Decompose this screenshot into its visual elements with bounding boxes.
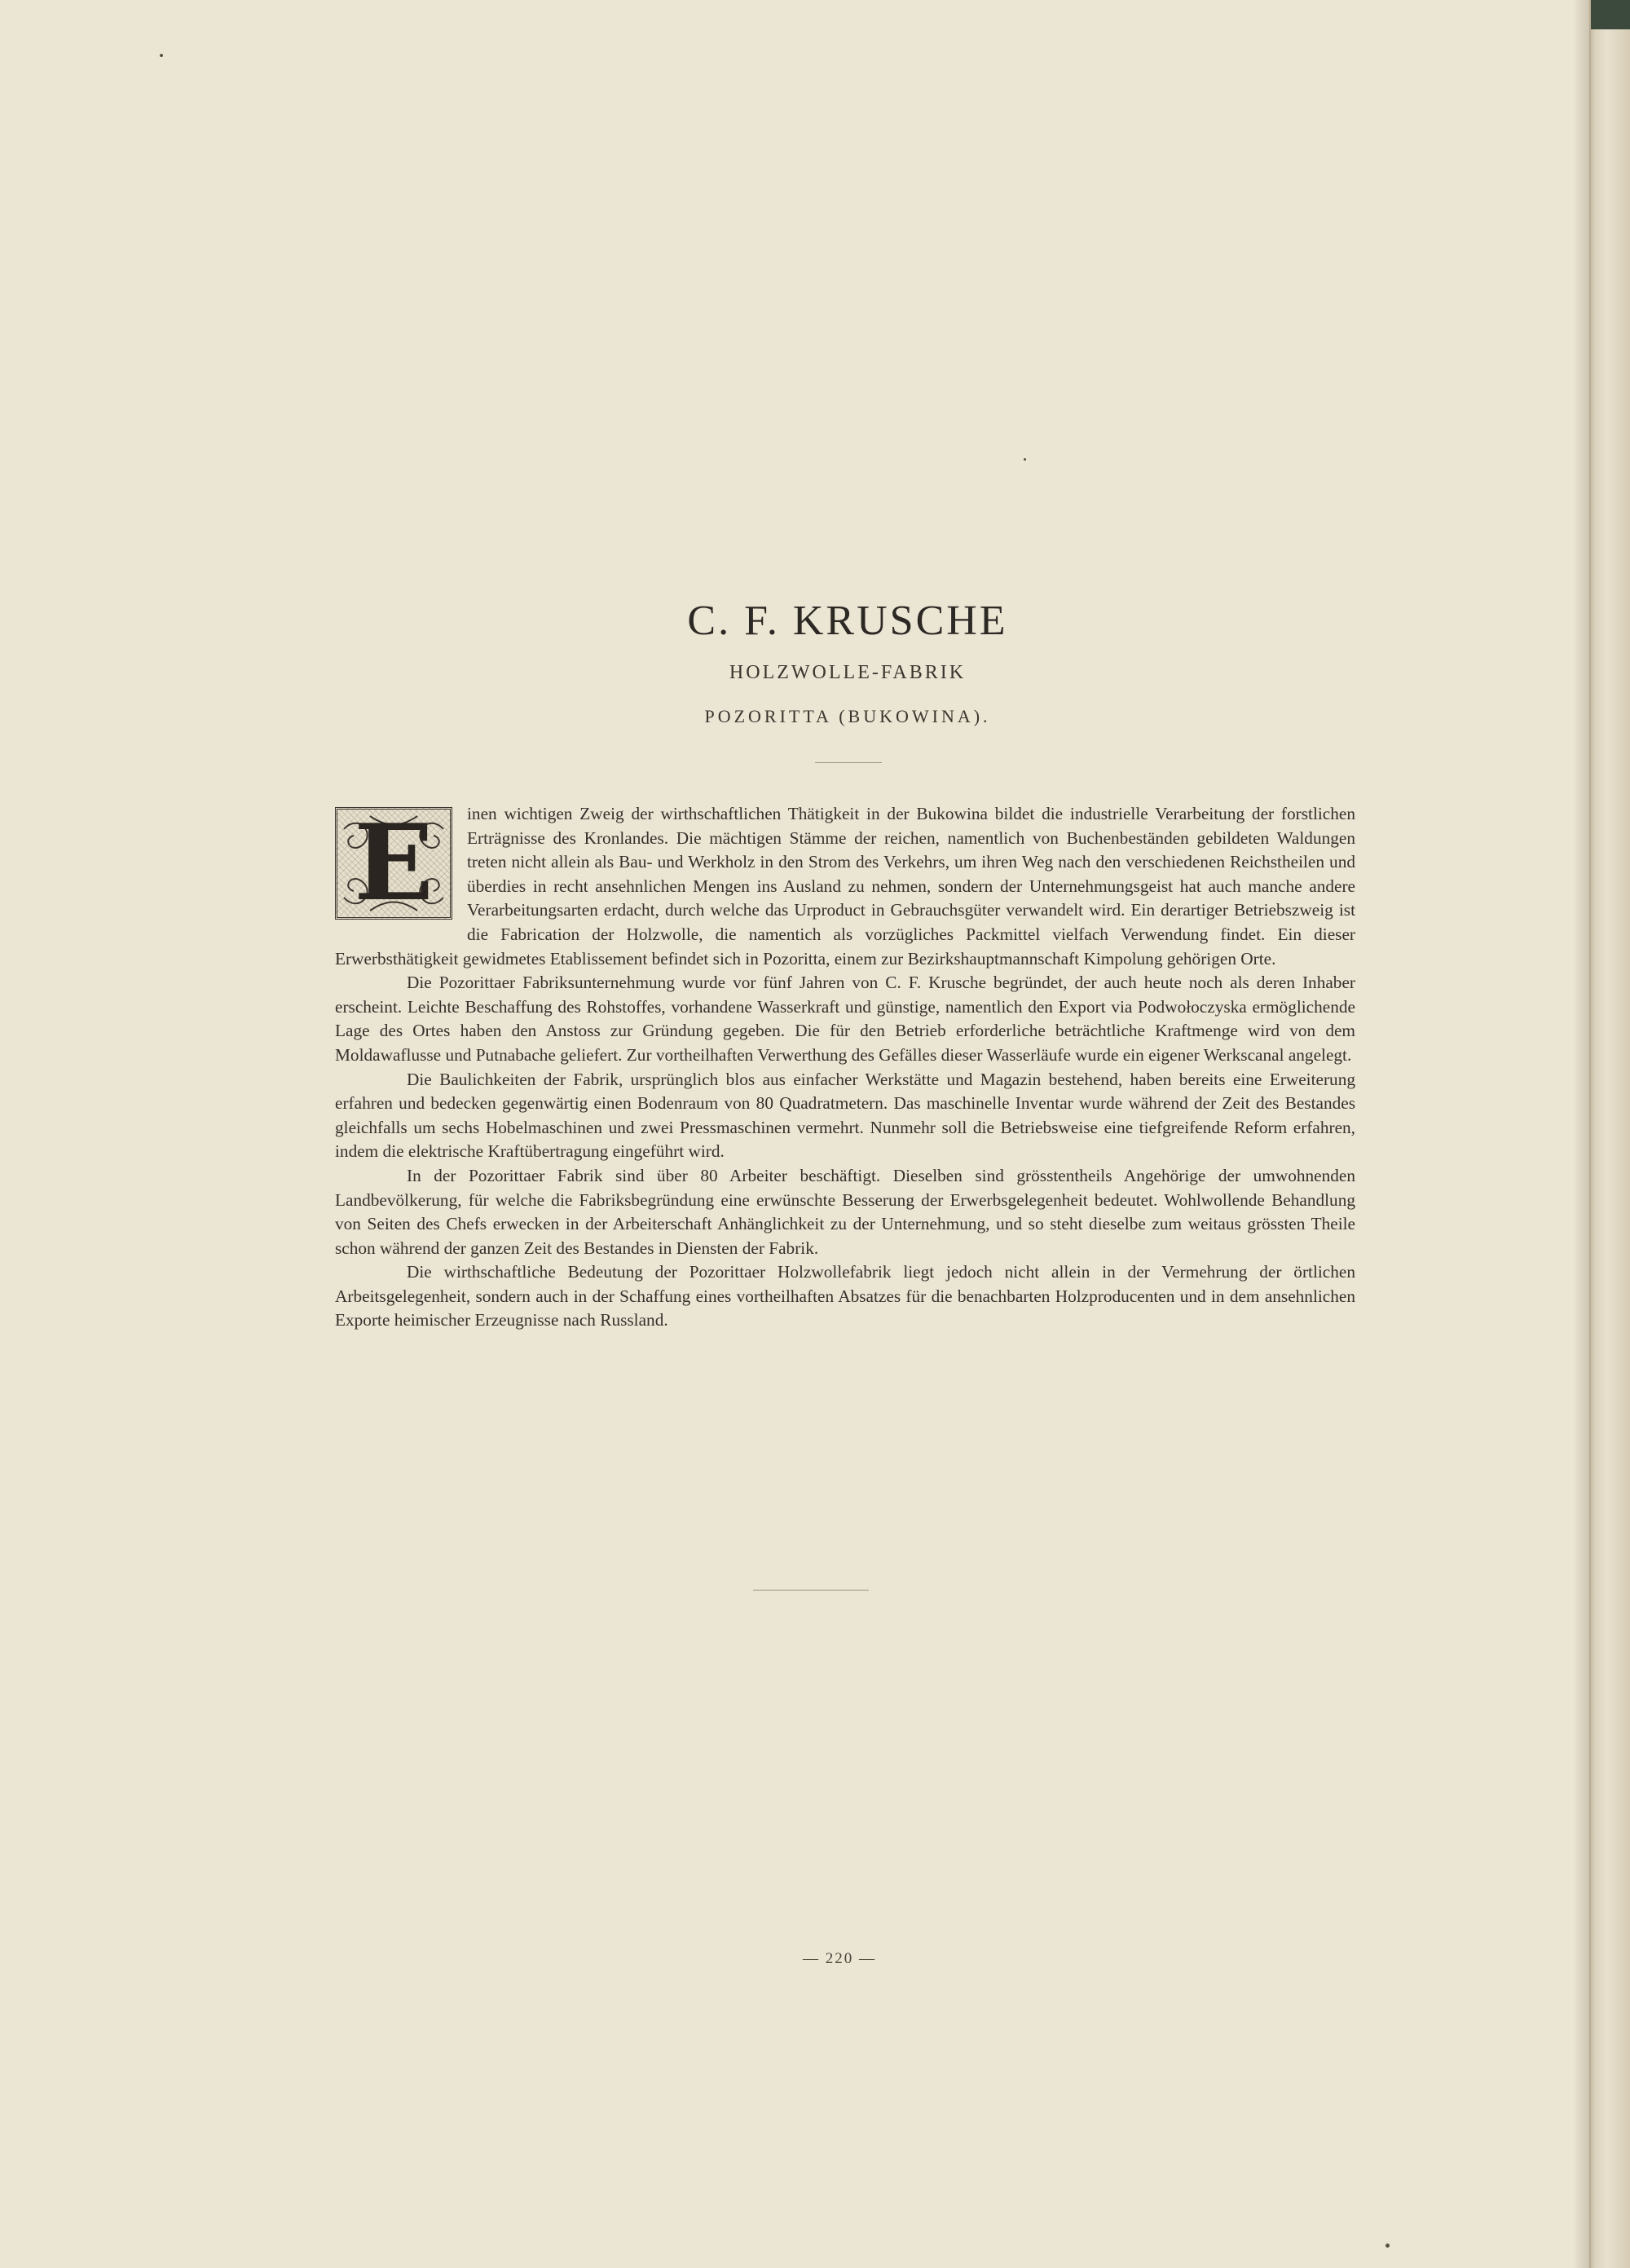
cover-corner <box>1591 0 1630 29</box>
paper-speck <box>1386 2244 1390 2248</box>
place-line: POZORITTA (BUKOWINA). <box>704 706 991 726</box>
initial-letter: E <box>354 802 434 924</box>
paragraph: Die Baulichkeiten der Fabrik, ursprünglich blos aus einfacher Werkstätte und Magazin bestehend, haben bereits eine Erweiterung erfahren und bedecken gegenwärtig einen Bodenraum von 80 Quadratmetern. Das maschinelle Inventar wurde während der Zeit des Bestandes gleichfalls um sechs Hobelmaschinen und zwei Pressmaschinen vermehrt. Nunmehr soll die Betriebsweise eine tiefgreifende Reform erfahren, indem die elektrische Kraftübertragung eingeführt wird. <box>335 1069 1355 1162</box>
paragraph: In der Pozorittaer Fabrik sind über 80 Arbeiter beschäftigt. Dieselben sind grösstentheils Angehörige der umwohnenden Landbevölkerung, für welche die Fabriksbegründung eine erwünschte Besserung der Erwerbsgelegenheit bedeutet. Wohlwollende Behandlung von Seiten des Chefs erwecken in der Arbeiterschaft Anhänglichkeit zu der Unternehmung, und so steht dieselbe zum weitaus grössten Theile schon während der ganzen Zeit des Bestandes in Diensten der Fabrik. <box>335 1165 1355 1258</box>
page-number: — 220 — <box>803 1950 876 1967</box>
paragraph <box>335 802 1355 971</box>
paragraph-text: inen wichtigen Zweig der wirthschaftlichen Thätigkeit in der Bukowina bildet die industrielle Verarbeitung der forstlichen Erträgnisse des Kronlandes. Die mächtigen Stämme der reichen, namentlich von Buchenbeständen gebildeten Waldungen treten nicht allein als Bau- und Werkholz in den Strom des Verkehrs, um ihren Weg nach den verschiedenen Reichstheilen und überdies in recht ansehnlichen Mengen ins Ausland zu nehmen, sondern der Unternehmungsgeist hat auch manche andere Verarbeitungsarten erdacht, durch welche das Urproduct in Gebrauchsgüter verwandelt wird. Ein derartiger Betriebszweig ist die Fabrication der Holzwolle, die namentich als vorzügliches Packmittel vielfach Verwendung findet. Ein dieser Erwerbsthätigkeit gewidmetes Etablissement befindet sich in Pozoritta, einem zur Bezirkshauptmannschaft Kimpolung gehörigen Orte. <box>335 804 1355 969</box>
paper-speck <box>1024 458 1026 461</box>
page-edge-shadow <box>1573 0 1591 2268</box>
paragraph: Die wirthschaftliche Bedeutung der Pozorittaer Holzwollefabrik liegt jedoch nicht allein in der Vermehrung der örtlichen Arbeitsgelegenheit, sondern auch in der Schaffung eines vortheilhaften Absatzes für die benachbarten Holzproducenten und in dem ansehnlichen Exporte heimischer Erzeugnisse nach Russland. <box>335 1262 1355 1330</box>
ornamental-initial <box>335 802 452 924</box>
book-binding-edge <box>1589 0 1630 2268</box>
paragraph: Die Pozorittaer Fabriksunternehmung wurde vor fünf Jahren von C. F. Krusche begründet, der auch heute noch als deren Inhaber erscheint. Leichte Beschaffung des Rohstoffes, vorhandene Wasserkraft und günstige, namentlich den Export via Podwołoczyska ermöglichende Lage des Ortes haben den Anstoss zur Gründung gegeben. Die für den Betrieb erforderliche beträchtliche Kraftmenge wird von dem Moldawaflusse und Putnabache geliefert. Zur vortheilhaften Verwerthung des Gefälles dieser Wasserläufe wurde ein eigener Werkscanal angelegt. <box>335 973 1355 1065</box>
title-divider <box>815 762 882 763</box>
page-subtitle: HOLZWOLLE-FABRIK <box>729 662 967 683</box>
paper-speck <box>160 54 163 57</box>
end-divider <box>753 1590 869 1591</box>
article-body <box>335 802 1355 1333</box>
page-title: C. F. KRUSCHE <box>687 598 1008 644</box>
